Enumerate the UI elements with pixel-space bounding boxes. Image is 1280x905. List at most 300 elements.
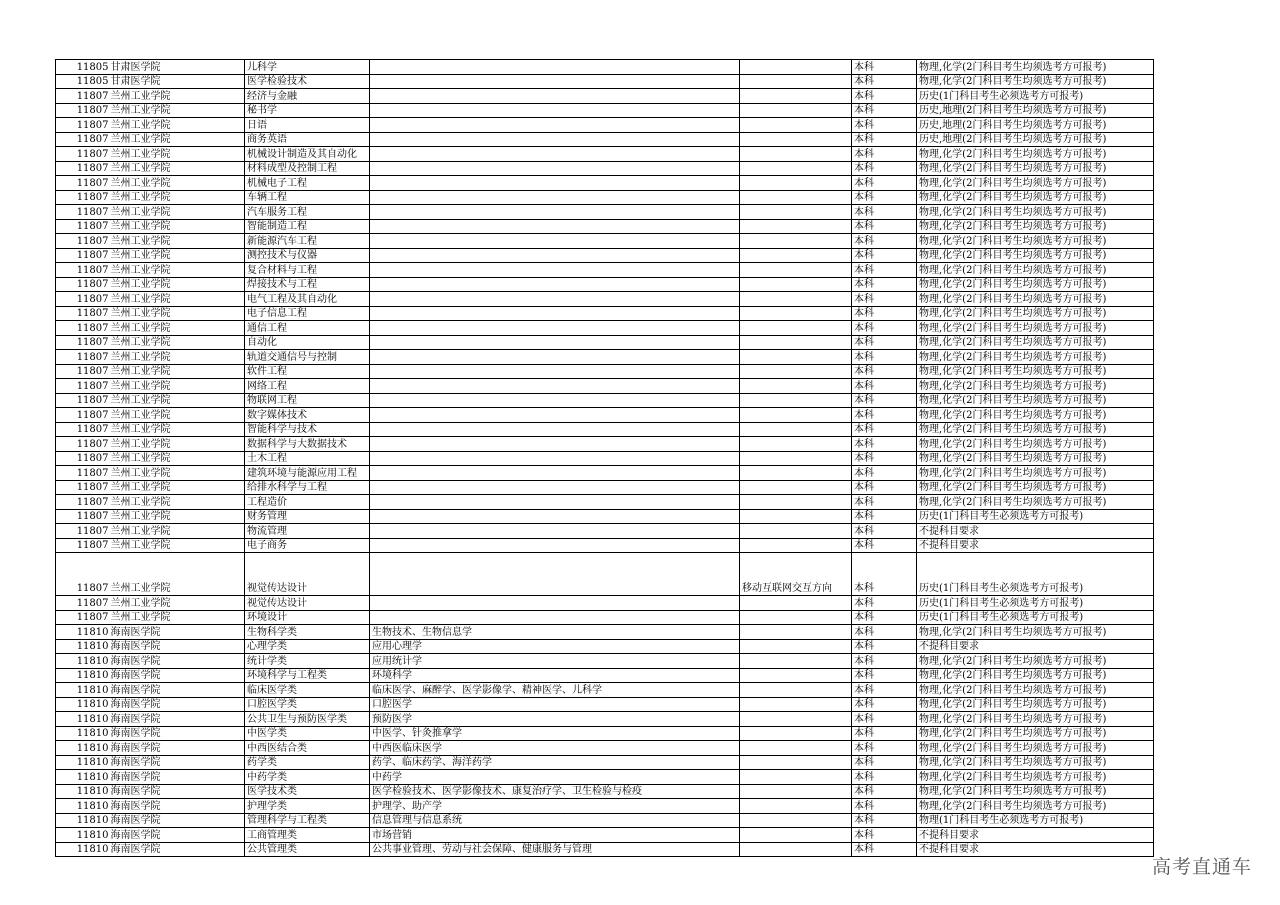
- subject-requirement-cell: 物理,化学(2门科目考生均须选考方可报考): [917, 755, 1154, 770]
- education-level-cell: 本科: [852, 335, 917, 350]
- education-level-cell: 本科: [852, 784, 917, 799]
- education-level-cell: 本科: [852, 103, 917, 118]
- major-name-cell: 日语: [245, 118, 370, 133]
- school-name-cell: 兰州工业学院: [110, 176, 245, 191]
- table-row: [56, 292, 1154, 307]
- table-row: [56, 654, 1154, 669]
- school-name-cell: 兰州工业学院: [110, 393, 245, 408]
- school-code-cell: 11810: [56, 784, 110, 799]
- education-level-cell: 本科: [852, 524, 917, 539]
- major-name-cell: 材料成型及控制工程: [245, 161, 370, 176]
- table-row: [56, 466, 1154, 481]
- included-majors-cell: [370, 248, 740, 263]
- major-name-cell: 数据科学与大数据技术: [245, 437, 370, 452]
- school-code-cell: 11807: [56, 234, 110, 249]
- table-row: [56, 248, 1154, 263]
- subject-requirement-cell: 物理,化学(2门科目考生均须选考方可报考): [917, 437, 1154, 452]
- school-name-cell: 兰州工业学院: [110, 466, 245, 481]
- major-direction-cell: [740, 60, 852, 75]
- table-row: [56, 755, 1154, 770]
- included-majors-cell: [370, 596, 740, 611]
- school-code-cell: 11807: [56, 437, 110, 452]
- included-majors-cell: [370, 335, 740, 350]
- school-code-cell: 11810: [56, 726, 110, 741]
- subject-requirement-cell: 不提科目要求: [917, 639, 1154, 654]
- major-name-cell: 视觉传达设计: [245, 596, 370, 611]
- major-name-cell: 土木工程: [245, 451, 370, 466]
- major-direction-cell: [740, 74, 852, 89]
- major-direction-cell: [740, 712, 852, 727]
- subject-requirement-cell: 物理,化学(2门科目考生均须选考方可报考): [917, 422, 1154, 437]
- table-body: [56, 60, 1154, 857]
- major-direction-cell: [740, 132, 852, 147]
- school-name-cell: 兰州工业学院: [110, 538, 245, 553]
- school-name-cell: 海南医学院: [110, 755, 245, 770]
- table-row: [56, 234, 1154, 249]
- included-majors-cell: 生物技术、生物信息学: [370, 625, 740, 640]
- school-code-cell: 11807: [56, 89, 110, 104]
- table-row: [56, 524, 1154, 539]
- school-name-cell: 海南医学院: [110, 697, 245, 712]
- subject-requirement-cell: 历史,地理(2门科目考生均须选考方可报考): [917, 103, 1154, 118]
- school-code-cell: 11807: [56, 422, 110, 437]
- major-direction-cell: [740, 234, 852, 249]
- table-row: [56, 350, 1154, 365]
- major-name-cell: 轨道交通信号与控制: [245, 350, 370, 365]
- subject-requirement-cell: 物理,化学(2门科目考生均须选考方可报考): [917, 726, 1154, 741]
- major-direction-cell: [740, 292, 852, 307]
- table-row: [56, 437, 1154, 452]
- subject-requirement-cell: 不提科目要求: [917, 842, 1154, 857]
- included-majors-cell: 中西医临床医学: [370, 741, 740, 756]
- education-level-cell: 本科: [852, 553, 917, 596]
- major-direction-cell: [740, 364, 852, 379]
- major-name-cell: 医学检验技术: [245, 74, 370, 89]
- education-level-cell: 本科: [852, 755, 917, 770]
- major-direction-cell: [740, 103, 852, 118]
- school-name-cell: 海南医学院: [110, 639, 245, 654]
- subject-requirement-cell: 物理,化学(2门科目考生均须选考方可报考): [917, 379, 1154, 394]
- education-level-cell: 本科: [852, 234, 917, 249]
- education-level-cell: 本科: [852, 176, 917, 191]
- major-direction-cell: [740, 741, 852, 756]
- school-code-cell: 11807: [56, 364, 110, 379]
- major-direction-cell: [740, 437, 852, 452]
- education-level-cell: 本科: [852, 625, 917, 640]
- included-majors-cell: [370, 379, 740, 394]
- subject-requirement-cell: 物理,化学(2门科目考生均须选考方可报考): [917, 784, 1154, 799]
- school-code-cell: 11810: [56, 770, 110, 785]
- table-row: [56, 741, 1154, 756]
- table-row: [56, 770, 1154, 785]
- table-row: [56, 422, 1154, 437]
- school-code-cell: 11810: [56, 654, 110, 669]
- education-level-cell: 本科: [852, 60, 917, 75]
- major-direction-cell: [740, 263, 852, 278]
- school-name-cell: 兰州工业学院: [110, 350, 245, 365]
- education-level-cell: 本科: [852, 321, 917, 336]
- subject-requirement-cell: 物理,化学(2门科目考生均须选考方可报考): [917, 292, 1154, 307]
- table-row: [56, 321, 1154, 336]
- major-name-cell: 中西医结合类: [245, 741, 370, 756]
- included-majors-cell: 应用统计学: [370, 654, 740, 669]
- education-level-cell: 本科: [852, 437, 917, 452]
- education-level-cell: 本科: [852, 89, 917, 104]
- school-name-cell: 兰州工业学院: [110, 495, 245, 510]
- school-code-cell: 11807: [56, 219, 110, 234]
- major-name-cell: 口腔医学类: [245, 697, 370, 712]
- major-name-cell: 环境科学与工程类: [245, 668, 370, 683]
- major-direction-cell: [740, 668, 852, 683]
- school-name-cell: 海南医学院: [110, 741, 245, 756]
- subject-requirement-cell: 历史,地理(2门科目考生均须选考方可报考): [917, 132, 1154, 147]
- included-majors-cell: [370, 147, 740, 162]
- school-code-cell: 11807: [56, 524, 110, 539]
- school-name-cell: 兰州工业学院: [110, 379, 245, 394]
- school-name-cell: 海南医学院: [110, 726, 245, 741]
- major-direction-cell: [740, 190, 852, 205]
- school-name-cell: 兰州工业学院: [110, 248, 245, 263]
- included-majors-cell: [370, 509, 740, 524]
- subject-requirement-cell: 物理,化学(2门科目考生均须选考方可报考): [917, 799, 1154, 814]
- school-code-cell: 11807: [56, 480, 110, 495]
- major-direction-cell: [740, 379, 852, 394]
- school-code-cell: 11807: [56, 190, 110, 205]
- subject-requirement-cell: 不提科目要求: [917, 538, 1154, 553]
- included-majors-cell: 药学、临床药学、海洋药学: [370, 755, 740, 770]
- included-majors-cell: [370, 538, 740, 553]
- major-name-cell: 机械电子工程: [245, 176, 370, 191]
- table-row: [56, 842, 1154, 857]
- included-majors-cell: [370, 466, 740, 481]
- table-row: [56, 799, 1154, 814]
- major-name-cell: 数字媒体技术: [245, 408, 370, 423]
- table-row: [56, 219, 1154, 234]
- major-direction-cell: [740, 306, 852, 321]
- education-level-cell: 本科: [852, 480, 917, 495]
- education-level-cell: 本科: [852, 828, 917, 843]
- major-name-cell: 商务英语: [245, 132, 370, 147]
- school-code-cell: 11810: [56, 842, 110, 857]
- major-direction-cell: [740, 176, 852, 191]
- subject-requirement-cell: 物理,化学(2门科目考生均须选考方可报考): [917, 176, 1154, 191]
- subject-requirement-cell: 物理,化学(2门科目考生均须选考方可报考): [917, 712, 1154, 727]
- table-row: [56, 89, 1154, 104]
- major-name-cell: 视觉传达设计: [245, 553, 370, 596]
- school-name-cell: 海南医学院: [110, 799, 245, 814]
- school-code-cell: 11810: [56, 799, 110, 814]
- major-direction-cell: [740, 610, 852, 625]
- included-majors-cell: 临床医学、麻醉学、医学影像学、精神医学、儿科学: [370, 683, 740, 698]
- major-direction-cell: [740, 524, 852, 539]
- school-code-cell: 11810: [56, 741, 110, 756]
- school-name-cell: 海南医学院: [110, 668, 245, 683]
- included-majors-cell: [370, 132, 740, 147]
- major-direction-cell: [740, 784, 852, 799]
- major-name-cell: 公共管理类: [245, 842, 370, 857]
- major-name-cell: 新能源汽车工程: [245, 234, 370, 249]
- school-name-cell: 兰州工业学院: [110, 190, 245, 205]
- school-code-cell: 11807: [56, 321, 110, 336]
- table-row: [56, 408, 1154, 423]
- included-majors-cell: [370, 176, 740, 191]
- major-direction-cell: [740, 639, 852, 654]
- table-row: [56, 828, 1154, 843]
- included-majors-cell: [370, 306, 740, 321]
- major-name-cell: 中医学类: [245, 726, 370, 741]
- major-name-cell: 复合材料与工程: [245, 263, 370, 278]
- school-name-cell: 兰州工业学院: [110, 89, 245, 104]
- table-row: [56, 335, 1154, 350]
- school-name-cell: 兰州工业学院: [110, 408, 245, 423]
- school-code-cell: 11807: [56, 205, 110, 220]
- education-level-cell: 本科: [852, 610, 917, 625]
- major-direction-cell: [740, 466, 852, 481]
- subject-requirement-cell: 物理,化学(2门科目考生均须选考方可报考): [917, 408, 1154, 423]
- major-direction-cell: [740, 828, 852, 843]
- school-name-cell: 海南医学院: [110, 828, 245, 843]
- school-code-cell: 11810: [56, 625, 110, 640]
- table-row: [56, 480, 1154, 495]
- school-code-cell: 11807: [56, 292, 110, 307]
- school-code-cell: 11807: [56, 538, 110, 553]
- major-name-cell: 秘书学: [245, 103, 370, 118]
- subject-requirement-cell: 不提科目要求: [917, 524, 1154, 539]
- school-code-cell: 11807: [56, 408, 110, 423]
- major-name-cell: 智能科学与技术: [245, 422, 370, 437]
- included-majors-cell: [370, 451, 740, 466]
- major-direction-cell: [740, 422, 852, 437]
- school-name-cell: 兰州工业学院: [110, 219, 245, 234]
- education-level-cell: 本科: [852, 161, 917, 176]
- school-name-cell: 兰州工业学院: [110, 118, 245, 133]
- education-level-cell: 本科: [852, 379, 917, 394]
- subject-requirement-cell: 历史(1门科目考生必须选考方可报考): [917, 596, 1154, 611]
- school-code-cell: 11810: [56, 668, 110, 683]
- school-name-cell: 兰州工业学院: [110, 205, 245, 220]
- major-name-cell: 电子信息工程: [245, 306, 370, 321]
- table-row: [56, 538, 1154, 553]
- major-name-cell: 电气工程及其自动化: [245, 292, 370, 307]
- school-code-cell: 11807: [56, 495, 110, 510]
- included-majors-cell: [370, 495, 740, 510]
- major-name-cell: 环境设计: [245, 610, 370, 625]
- table-row: [56, 784, 1154, 799]
- school-name-cell: 兰州工业学院: [110, 132, 245, 147]
- education-level-cell: 本科: [852, 813, 917, 828]
- admission-requirements-table: [55, 59, 1154, 857]
- subject-requirement-cell: 物理,化学(2门科目考生均须选考方可报考): [917, 306, 1154, 321]
- subject-requirement-cell: 物理,化学(2门科目考生均须选考方可报考): [917, 697, 1154, 712]
- education-level-cell: 本科: [852, 350, 917, 365]
- major-direction-cell: [740, 625, 852, 640]
- included-majors-cell: [370, 292, 740, 307]
- major-name-cell: 智能制造工程: [245, 219, 370, 234]
- school-code-cell: 11807: [56, 161, 110, 176]
- table-row: [56, 263, 1154, 278]
- education-level-cell: 本科: [852, 538, 917, 553]
- education-level-cell: 本科: [852, 292, 917, 307]
- included-majors-cell: 医学检验技术、医学影像技术、康复治疗学、卫生检验与检疫: [370, 784, 740, 799]
- school-code-cell: 11807: [56, 509, 110, 524]
- table-row: [56, 553, 1154, 596]
- table-row: [56, 161, 1154, 176]
- major-direction-cell: [740, 118, 852, 133]
- major-name-cell: 机械设计制造及其自动化: [245, 147, 370, 162]
- subject-requirement-cell: 物理,化学(2门科目考生均须选考方可报考): [917, 451, 1154, 466]
- major-name-cell: 中药学类: [245, 770, 370, 785]
- education-level-cell: 本科: [852, 364, 917, 379]
- subject-requirement-cell: 物理,化学(2门科目考生均须选考方可报考): [917, 161, 1154, 176]
- school-name-cell: 甘肃医学院: [110, 74, 245, 89]
- major-direction-cell: [740, 248, 852, 263]
- subject-requirement-cell: 物理(1门科目考生必须选考方可报考): [917, 813, 1154, 828]
- subject-requirement-cell: 物理,化学(2门科目考生均须选考方可报考): [917, 205, 1154, 220]
- major-name-cell: 给排水科学与工程: [245, 480, 370, 495]
- school-code-cell: 11807: [56, 248, 110, 263]
- major-name-cell: 通信工程: [245, 321, 370, 336]
- included-majors-cell: [370, 118, 740, 133]
- included-majors-cell: [370, 393, 740, 408]
- major-direction-cell: [740, 393, 852, 408]
- major-direction-cell: [740, 335, 852, 350]
- education-level-cell: 本科: [852, 654, 917, 669]
- included-majors-cell: 环境科学: [370, 668, 740, 683]
- education-level-cell: 本科: [852, 451, 917, 466]
- school-code-cell: 11807: [56, 147, 110, 162]
- subject-requirement-cell: 物理,化学(2门科目考生均须选考方可报考): [917, 350, 1154, 365]
- subject-requirement-cell: 物理,化学(2门科目考生均须选考方可报考): [917, 219, 1154, 234]
- school-code-cell: 11810: [56, 683, 110, 698]
- included-majors-cell: [370, 422, 740, 437]
- included-majors-cell: [370, 321, 740, 336]
- subject-requirement-cell: 物理,化学(2门科目考生均须选考方可报考): [917, 60, 1154, 75]
- subject-requirement-cell: 不提科目要求: [917, 828, 1154, 843]
- major-name-cell: 管理科学与工程类: [245, 813, 370, 828]
- school-name-cell: 兰州工业学院: [110, 451, 245, 466]
- school-code-cell: 11807: [56, 132, 110, 147]
- subject-requirement-cell: 物理,化学(2门科目考生均须选考方可报考): [917, 248, 1154, 263]
- subject-requirement-cell: 物理,化学(2门科目考生均须选考方可报考): [917, 683, 1154, 698]
- table-row: [56, 190, 1154, 205]
- subject-requirement-cell: 物理,化学(2门科目考生均须选考方可报考): [917, 668, 1154, 683]
- table-row: [56, 147, 1154, 162]
- education-level-cell: 本科: [852, 306, 917, 321]
- included-majors-cell: [370, 480, 740, 495]
- included-majors-cell: [370, 89, 740, 104]
- major-name-cell: 测控技术与仪器: [245, 248, 370, 263]
- school-code-cell: 11807: [56, 379, 110, 394]
- table-row: [56, 451, 1154, 466]
- major-name-cell: 医学技术类: [245, 784, 370, 799]
- table-row: [56, 509, 1154, 524]
- included-majors-cell: [370, 219, 740, 234]
- school-name-cell: 兰州工业学院: [110, 480, 245, 495]
- school-name-cell: 海南医学院: [110, 683, 245, 698]
- school-code-cell: 11807: [56, 118, 110, 133]
- subject-requirement-cell: 历史(1门科目考生必须选考方可报考): [917, 610, 1154, 625]
- school-name-cell: 兰州工业学院: [110, 234, 245, 249]
- school-name-cell: 海南医学院: [110, 712, 245, 727]
- major-name-cell: 财务管理: [245, 509, 370, 524]
- included-majors-cell: [370, 350, 740, 365]
- major-direction-cell: [740, 161, 852, 176]
- major-direction-cell: [740, 219, 852, 234]
- table-row: [56, 364, 1154, 379]
- school-name-cell: 兰州工业学院: [110, 437, 245, 452]
- major-name-cell: 临床医学类: [245, 683, 370, 698]
- school-name-cell: 兰州工业学院: [110, 306, 245, 321]
- table-row: [56, 712, 1154, 727]
- subject-requirement-cell: 物理,化学(2门科目考生均须选考方可报考): [917, 654, 1154, 669]
- major-name-cell: 药学类: [245, 755, 370, 770]
- major-name-cell: 公共卫生与预防医学类: [245, 712, 370, 727]
- major-name-cell: 工程造价: [245, 495, 370, 510]
- school-code-cell: 11810: [56, 813, 110, 828]
- education-level-cell: 本科: [852, 205, 917, 220]
- table-row: [56, 277, 1154, 292]
- major-name-cell: 统计学类: [245, 654, 370, 669]
- school-code-cell: 11807: [56, 350, 110, 365]
- education-level-cell: 本科: [852, 596, 917, 611]
- table-row: [56, 726, 1154, 741]
- subject-requirement-cell: 物理,化学(2门科目考生均须选考方可报考): [917, 263, 1154, 278]
- subject-requirement-cell: 物理,化学(2门科目考生均须选考方可报考): [917, 74, 1154, 89]
- major-direction-cell: [740, 451, 852, 466]
- included-majors-cell: [370, 103, 740, 118]
- education-level-cell: 本科: [852, 741, 917, 756]
- subject-requirement-cell: 历史,地理(2门科目考生均须选考方可报考): [917, 118, 1154, 133]
- major-name-cell: 软件工程: [245, 364, 370, 379]
- subject-requirement-cell: 物理,化学(2门科目考生均须选考方可报考): [917, 147, 1154, 162]
- major-direction-cell: [740, 683, 852, 698]
- included-majors-cell: [370, 234, 740, 249]
- school-name-cell: 兰州工业学院: [110, 321, 245, 336]
- education-level-cell: 本科: [852, 842, 917, 857]
- included-majors-cell: 护理学、助产学: [370, 799, 740, 814]
- school-name-cell: 海南医学院: [110, 784, 245, 799]
- table-row: [56, 813, 1154, 828]
- school-name-cell: 兰州工业学院: [110, 292, 245, 307]
- education-level-cell: 本科: [852, 132, 917, 147]
- major-direction-cell: [740, 726, 852, 741]
- included-majors-cell: [370, 364, 740, 379]
- subject-requirement-cell: 物理,化学(2门科目考生均须选考方可报考): [917, 364, 1154, 379]
- education-level-cell: 本科: [852, 408, 917, 423]
- included-majors-cell: [370, 553, 740, 596]
- education-level-cell: 本科: [852, 422, 917, 437]
- subject-requirement-cell: 历史(1门科目考生必须选考方可报考): [917, 553, 1154, 596]
- school-code-cell: 11805: [56, 60, 110, 75]
- table-row: [56, 306, 1154, 321]
- included-majors-cell: [370, 161, 740, 176]
- table-row: [56, 379, 1154, 394]
- major-direction-cell: [740, 495, 852, 510]
- included-majors-cell: [370, 277, 740, 292]
- included-majors-cell: [370, 408, 740, 423]
- subject-requirement-cell: 物理,化学(2门科目考生均须选考方可报考): [917, 190, 1154, 205]
- major-name-cell: 工商管理类: [245, 828, 370, 843]
- major-direction-cell: [740, 697, 852, 712]
- school-name-cell: 兰州工业学院: [110, 524, 245, 539]
- school-name-cell: 兰州工业学院: [110, 147, 245, 162]
- education-level-cell: 本科: [852, 393, 917, 408]
- subject-requirement-cell: 物理,化学(2门科目考生均须选考方可报考): [917, 625, 1154, 640]
- subject-requirement-cell: 物理,化学(2门科目考生均须选考方可报考): [917, 466, 1154, 481]
- school-code-cell: 11810: [56, 712, 110, 727]
- school-code-cell: 11810: [56, 828, 110, 843]
- education-level-cell: 本科: [852, 263, 917, 278]
